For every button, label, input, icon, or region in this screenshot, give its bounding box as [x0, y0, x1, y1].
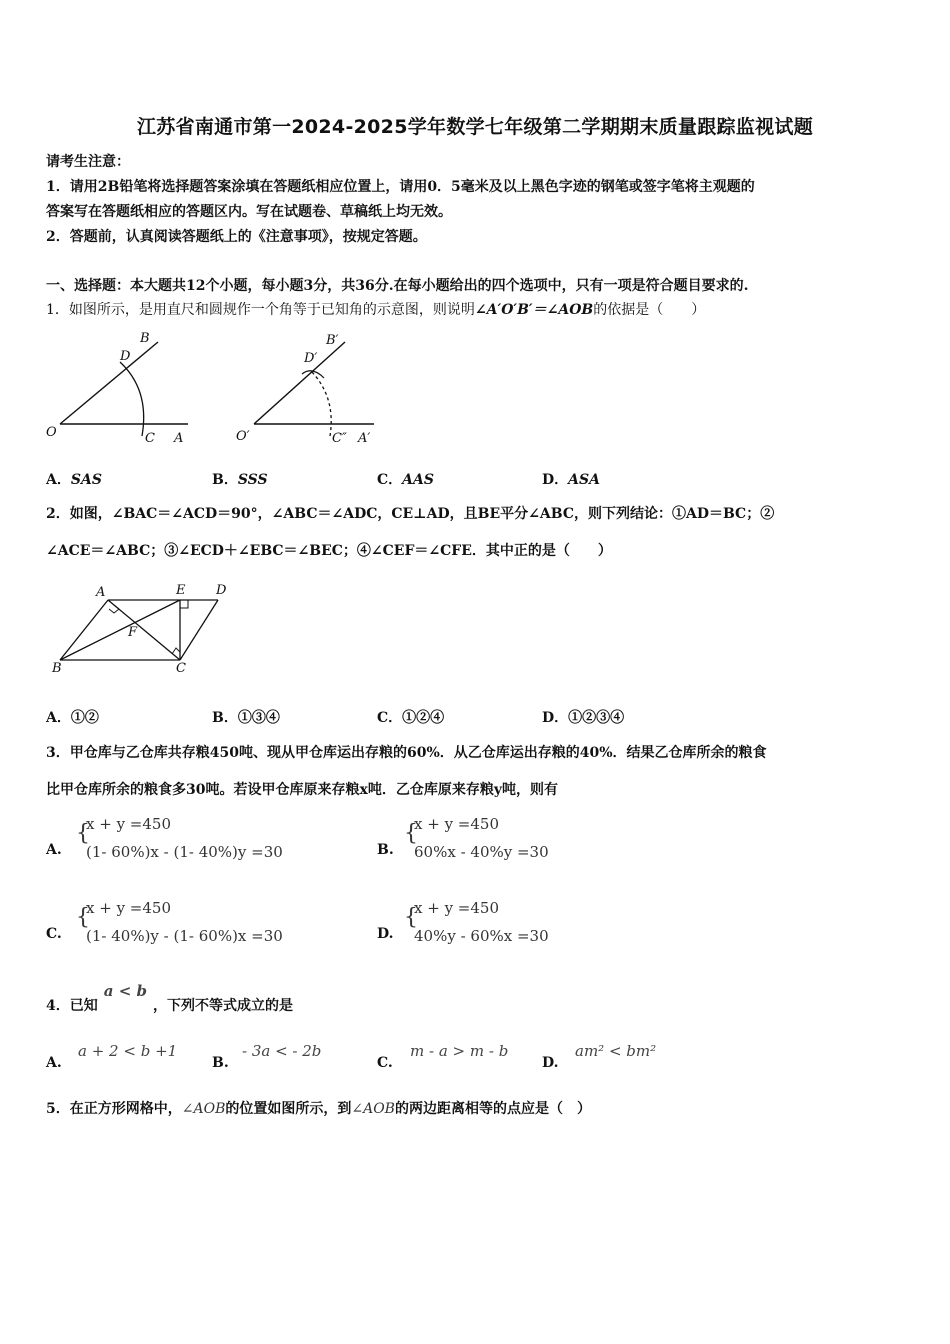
label-b2: B′: [326, 333, 339, 348]
q3-d-eq1: x + y =450: [414, 899, 500, 917]
q4-option-c-letter[interactable]: C.: [377, 1055, 393, 1071]
q1-option-c[interactable]: C．AAS: [377, 472, 434, 488]
q3-d-eq2: 40%y - 60%x =30: [414, 927, 549, 945]
q1-stem-b: 的依据是（ ）: [593, 302, 706, 318]
question-4-stem: [46, 982, 293, 1016]
q1-stem-math: ∠A′O′B′＝∠AOB: [474, 302, 594, 318]
q3-option-a-system: { x + y =450 (1- 60%)x - (1- 40%)y =30: [86, 810, 283, 866]
label-b: B: [140, 331, 150, 346]
notice-item-1-line-1: 1．请用2B铅笔将选择题答案涂填在答题纸相应位置上，请用0．5毫米及以上黑色字迹的钢笔或签字笔将主观题的: [46, 179, 755, 195]
q3-option-b-system: { x + y =450 60%x - 40%y =30: [414, 810, 549, 866]
q3-a-eq2: (1- 60%)x - (1- 40%)y =30: [86, 843, 283, 861]
notice-item-1-line-2: 答案写在答题纸相应的答题区内。写在试题卷、草稿纸上均无效。: [46, 204, 452, 220]
q4-stem-a: 4．已知: [46, 998, 98, 1014]
question-1-stem: [46, 300, 705, 320]
page-title: 江苏省南通市第一2024-2025学年数学七年级第二学期期末质量跟踪监视试题: [136, 116, 814, 138]
q5-angle-2: ∠AOB: [351, 1101, 395, 1117]
label-o2: O′: [236, 429, 250, 444]
q5-stem-a: 5．在正方形网格中，: [46, 1101, 182, 1117]
q5-stem-c: 的两边距离相等的点应是（ ）: [394, 1101, 591, 1117]
q3-option-b-letter[interactable]: B.: [377, 842, 394, 858]
label-f: F: [128, 625, 138, 640]
label-a: A: [96, 585, 106, 600]
q1-stem-a: 1．如图所示，是用直尺和圆规作一个角等于已知角的示意图，则说明: [46, 302, 475, 318]
q4-condition: a < b: [103, 982, 147, 1000]
q1-option-d[interactable]: D．ASA: [542, 472, 600, 488]
question-2-line-2: ∠ACE＝∠ABC；③∠ECD＋∠EBC＝∠BEC；④∠CEF＝∠CFE．其中正的是（ ）: [46, 543, 612, 559]
q1-figure-left: [46, 331, 188, 446]
q2-option-a[interactable]: A．①②: [46, 710, 99, 726]
q3-b-eq2: 60%x - 40%y =30: [414, 843, 549, 861]
q4-option-a-value: a + 2 < b +1: [78, 1042, 178, 1060]
question-5-stem: [46, 1099, 591, 1119]
ray-o2b2: [254, 342, 345, 424]
q4-option-b-value: - 3a < - 2b: [242, 1042, 322, 1060]
q2-option-c[interactable]: C．①②④: [377, 710, 445, 726]
q4-option-d-value: am² < bm²: [575, 1042, 657, 1060]
q1-figure: [40, 328, 380, 448]
q3-option-c-system: { x + y =450 (1- 40%)y - (1- 60%)x =30: [86, 894, 283, 950]
q4-option-a-letter[interactable]: A.: [46, 1055, 62, 1071]
q3-option-d-letter[interactable]: D.: [377, 926, 394, 942]
q5-angle-1: ∠AOB: [181, 1101, 226, 1117]
label-c: C: [176, 661, 186, 676]
label-c: C: [145, 431, 155, 446]
label-d: D: [216, 583, 227, 598]
label-e: E: [176, 583, 186, 598]
q3-option-c-letter[interactable]: C.: [46, 926, 62, 942]
q4-option-d-letter[interactable]: D.: [542, 1055, 559, 1071]
q2-option-d[interactable]: D．①②③④: [542, 710, 625, 726]
notice-item-2: 2．答题前，认真阅读答题纸上的《注意事项》，按规定答题。: [46, 229, 427, 245]
q4-option-c-value: m - a > m - b: [410, 1042, 509, 1060]
q4-stem-b: ，下列不等式成立的是: [152, 998, 293, 1014]
q2-figure: [48, 578, 248, 678]
label-d: D: [120, 349, 131, 364]
label-b: B: [52, 661, 62, 676]
q1-option-a[interactable]: A．SAS: [46, 472, 102, 488]
section-1-heading: 一、选择题：本大题共12个小题，每小题3分，共36分.在每小题给出的四个选项中，只有一项是符合题目要求的.: [46, 278, 749, 294]
label-c2: C″: [332, 431, 347, 446]
q3-c-eq2: (1- 40%)y - (1- 60%)x =30: [86, 927, 283, 945]
question-2-line-1: 2．如图，∠BAC＝∠ACD＝90°，∠ABC＝∠ADC，CE⊥AD，且BE平分∠ABC，则下列结论：①AD＝BC；②: [46, 506, 775, 522]
q1-figure-right: [236, 333, 374, 446]
q4-option-b-letter[interactable]: B.: [212, 1055, 229, 1071]
q1-option-b[interactable]: B．SSS: [212, 472, 268, 488]
q3-c-eq1: x + y =450: [86, 899, 172, 917]
question-3-line-2: 比甲仓库所余的粮食多30吨。若设甲仓库原来存粮x吨．乙仓库原来存粮y吨，则有: [46, 782, 558, 798]
arc-c2d2-dashed: [312, 372, 331, 436]
arc-cd: [120, 362, 144, 436]
label-d2: D′: [304, 351, 318, 366]
q3-b-eq1: x + y =450: [414, 815, 500, 833]
q3-a-eq1: x + y =450: [86, 815, 172, 833]
q2-option-b[interactable]: B．①③④: [212, 710, 280, 726]
label-a: A: [174, 431, 184, 446]
q3-option-a-letter[interactable]: A.: [46, 842, 62, 858]
q3-option-d-system: { x + y =450 40%y - 60%x =30: [414, 894, 549, 950]
notice-heading: 请考生注意：: [46, 154, 130, 170]
label-o: O: [46, 425, 57, 440]
label-a2: A′: [358, 431, 371, 446]
question-3-line-1: 3．甲仓库与乙仓库共存粮450吨、现从甲仓库运出存粮的60%．从乙仓库运出存粮的40%．结果乙仓库所余的粮食: [46, 745, 767, 761]
q5-stem-b: 的位置如图所示，到: [225, 1101, 352, 1117]
